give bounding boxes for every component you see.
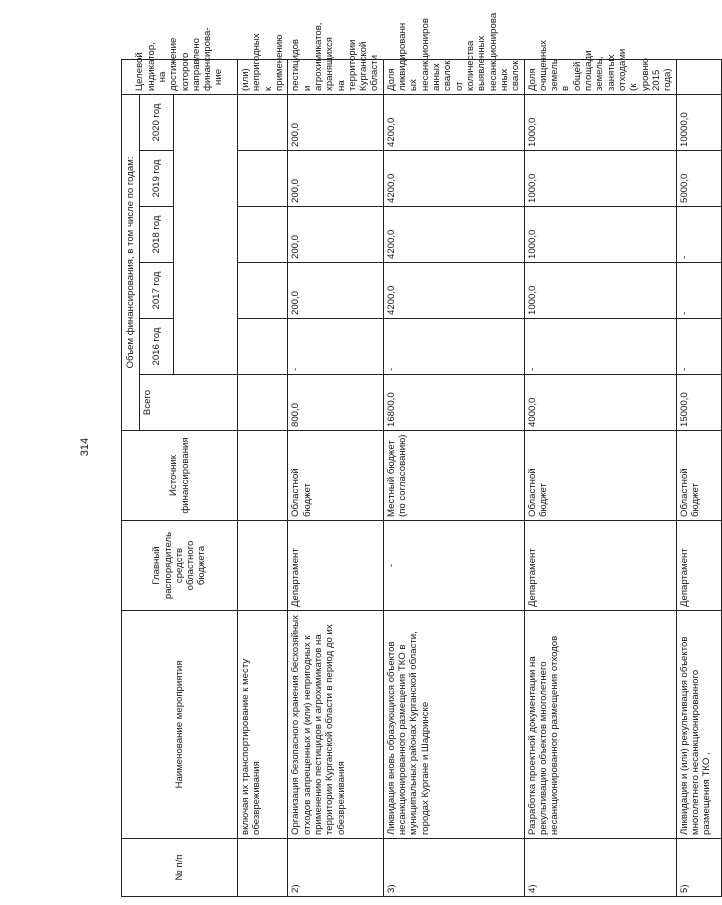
row-2017: 200,0 (288, 263, 384, 319)
row-2019: 200,0 (288, 151, 384, 207)
row-2018: 4200,0 (383, 207, 524, 263)
header-year-2017: 2017 год (140, 263, 174, 319)
header-indicator: Целевой индикатор, на достижение которого направлено финансирова-ние (122, 59, 238, 94)
row-2016: - (288, 319, 384, 375)
row-2018: - (676, 207, 721, 263)
row-2018: 200,0 (288, 207, 384, 263)
row-num: 4) (524, 839, 676, 897)
row-2019 (238, 151, 288, 207)
row-indicator: Доля ликвидированн ых несанкциониров анных свалок от количества выявленных несанкционирова нных свалок (383, 59, 524, 94)
row-name: Организация безопасного хранения бесхозяйных отходов запрещенных и (или) непригодных к применению пестицидов и агрохимикатов на территории Курганской области в период до их обезвреживания (288, 611, 384, 839)
row-2020: 10000,0 (676, 94, 721, 150)
row-distributor: Департамент (288, 521, 384, 611)
row-2019: 5000,0 (676, 151, 721, 207)
header-year-2018: 2018 год (140, 207, 174, 263)
row-2020: 1000,0 (524, 94, 676, 150)
row-num: 3) (383, 839, 524, 897)
header-year-2019: 2019 год (140, 151, 174, 207)
row-distributor (238, 521, 288, 611)
row-2016: - (676, 319, 721, 375)
row-distributor: Департамент (676, 521, 721, 611)
row-source: Областной бюджет (676, 431, 721, 521)
row-name: включая их транспортирование к месту обезвреживания (238, 611, 288, 839)
header-num: № п/п (122, 839, 238, 897)
rotated-page-content (121, 12, 713, 897)
row-2017 (238, 263, 288, 319)
row-total: 15000,0 (676, 375, 721, 431)
header-source: Источник финансирования (122, 431, 238, 521)
financing-table (121, 12, 722, 897)
row-distributor: - (383, 521, 524, 611)
row-total: 16800,0 (383, 375, 524, 431)
row-2019: 4200,0 (383, 151, 524, 207)
row-2016 (238, 319, 288, 375)
table-row (524, 59, 676, 896)
row-name: Разработка проектной документации на рекультивацию объектов многолетнего несанкционированного размещения отходов (524, 611, 676, 839)
header-distributor: Главный распорядитель средств областного бюджета (122, 521, 238, 611)
row-name: Ликвидация и (или) рекультивация объектов многолетнего несанкционированного размещения ТКО , (676, 611, 721, 839)
row-2020 (238, 94, 288, 150)
header-year-2016: 2016 год (140, 319, 174, 375)
row-distributor: Департамент (524, 521, 676, 611)
row-2020: 4200,0 (383, 94, 524, 150)
header-years-spacer (174, 94, 238, 374)
table-row (288, 59, 384, 896)
row-indicator (676, 59, 721, 94)
row-2018 (238, 207, 288, 263)
row-2018: 1000,0 (524, 207, 676, 263)
row-2020: 200,0 (288, 94, 384, 150)
row-indicator: пестицидов и агрохимикатов, хранящихся на территории Курганской области (288, 59, 384, 94)
row-source (238, 431, 288, 521)
row-2016: - (383, 319, 524, 375)
row-2017: 4200,0 (383, 263, 524, 319)
row-source: Местный бюджет (по согласованию) (383, 431, 524, 521)
page-number: 314 (79, 437, 91, 457)
row-2016: - (524, 319, 676, 375)
header-total: Всего (140, 375, 238, 431)
header-year-2020: 2020 год (140, 94, 174, 150)
row-source: Областной бюджет (288, 431, 384, 521)
header-volume: Объем финансирования, в том числе по годам: (122, 94, 140, 430)
header-name: Наименование мероприятия (122, 611, 238, 839)
row-total: 800,0 (288, 375, 384, 431)
row-num: 2) (288, 839, 384, 897)
row-2017: - (676, 263, 721, 319)
row-indicator: (или) непригодных к применению (238, 59, 288, 94)
table-row (383, 59, 524, 896)
row-2017: 1000,0 (524, 263, 676, 319)
table-row (676, 59, 721, 896)
row-total (238, 375, 288, 431)
row-total: 4000,0 (524, 375, 676, 431)
row-indicator: Доля очищенных земель в общей площади земель, занятых отходами (к уровню 2015 года) (524, 59, 676, 94)
row-2019: 1000,0 (524, 151, 676, 207)
row-num (238, 839, 288, 897)
table-row (238, 59, 288, 896)
row-num: 5) (676, 839, 721, 897)
row-name: Ликвидация вновь образующихся объектов несанкционированного размещения ТКО в муниципальных районах Курганской области, городах Кургане и Шадринске (383, 611, 524, 839)
row-source: Областной бюджет (524, 431, 676, 521)
